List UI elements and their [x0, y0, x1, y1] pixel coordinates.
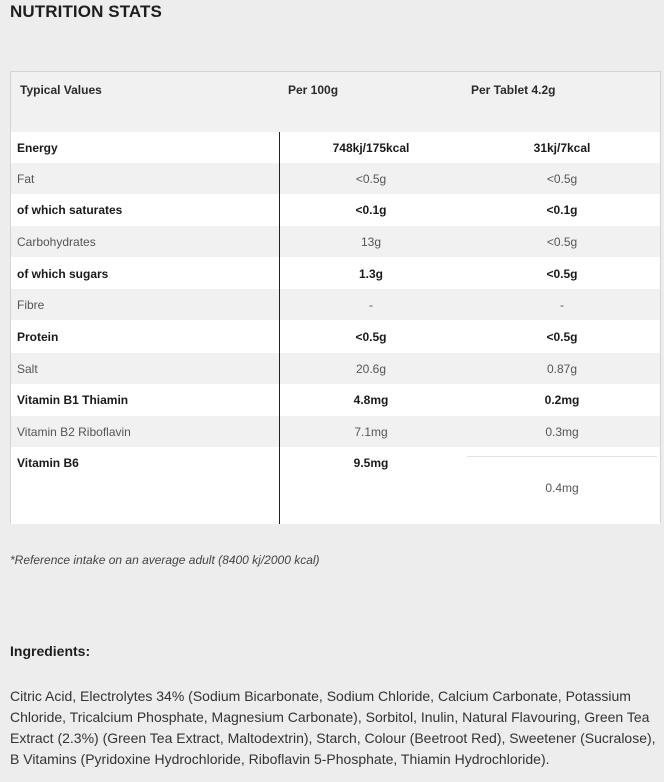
row-per-tablet: <0.5g [546, 267, 578, 281]
header-per-tablet: Per Tablet 4.2g [471, 83, 556, 97]
row-per-100g: 7.1mg [354, 425, 388, 439]
row-label: Vitamin B6 [17, 456, 79, 470]
table-row [11, 321, 660, 352]
row-label: Protein [17, 330, 59, 344]
row-per-100g: 1.3g [358, 267, 383, 281]
row-label: Salt [17, 362, 38, 376]
table-row [11, 163, 660, 194]
table-row [11, 448, 660, 524]
header-typical-values: Typical Values [20, 83, 102, 97]
table-row [11, 258, 660, 289]
row-per-tablet: 0.4mg [545, 481, 579, 495]
row-per-100g: <0.5g [355, 172, 387, 186]
row-per-100g: 20.6g [355, 362, 387, 376]
row-label: Carbohydrates [17, 235, 96, 249]
table-row [11, 194, 660, 225]
row-per-tablet: <0.1g [546, 203, 578, 217]
table-row [11, 132, 660, 163]
page-title: NUTRITION STATS [10, 2, 162, 21]
table-header [11, 72, 660, 132]
row-label: of which saturates [17, 203, 123, 217]
row-label: Fat [17, 172, 35, 186]
ingredients-text: Citric Acid, Electrolytes 34% (Sodium Bicarbonate, Sodium Chloride, Calcium Carbonate, Potassium Chloride, Tricalcium Phosphate, Magnesium Carbonate), Sorbitol, Inulin, Natural Flavouring, Green Tea Extract (2.3%) (Green Tea Extract, Maltodextrin), Starch, Colour (Beetroot Red), Sweetener (Sucralose), B Vitamins (Pyridoxine Hydrochloride, Riboflavin 5-Phosphate, Thiamin Hydrochloride). [10, 688, 656, 767]
table-row [11, 226, 660, 257]
row-per-100g: 4.8mg [353, 393, 389, 407]
row-per-100g: 748kj/175kcal [332, 141, 410, 155]
row-label: Energy [17, 141, 58, 155]
row-per-tablet: - [560, 298, 564, 312]
row-per-tablet: <0.5g [546, 330, 578, 344]
row-label: Fibre [17, 298, 45, 312]
row-per-tablet: 0.87g [546, 362, 578, 376]
table-row [11, 289, 660, 320]
row-per-100g: - [369, 298, 373, 312]
row-per-tablet: 31kj/7kcal [533, 141, 591, 155]
row-label: Vitamin B2 Riboflavin [17, 425, 131, 439]
reference-note: *Reference intake on an average adult (8400 kj/2000 kcal) [10, 553, 320, 567]
row-per-tablet: <0.5g [546, 235, 578, 249]
table-row [11, 384, 660, 415]
row-per-100g: <0.1g [355, 203, 387, 217]
table-row [11, 353, 660, 384]
row-per-100g: 9.5mg [353, 456, 389, 470]
table-row [11, 416, 660, 447]
nutrition-table [10, 71, 661, 523]
column-divider [279, 132, 280, 524]
header-per-100g: Per 100g [288, 83, 339, 97]
row-per-tablet: <0.5g [546, 172, 578, 186]
row-per-tablet-cell [467, 456, 657, 517]
row-label: Vitamin B1 Thiamin [17, 393, 129, 407]
row-per-tablet: 0.2mg [544, 393, 580, 407]
row-per-100g: 13g [360, 235, 382, 249]
ingredients-heading: Ingredients: [10, 643, 91, 659]
row-per-100g: <0.5g [355, 330, 387, 344]
row-per-tablet: 0.3mg [545, 425, 579, 439]
row-label: of which sugars [17, 267, 109, 281]
